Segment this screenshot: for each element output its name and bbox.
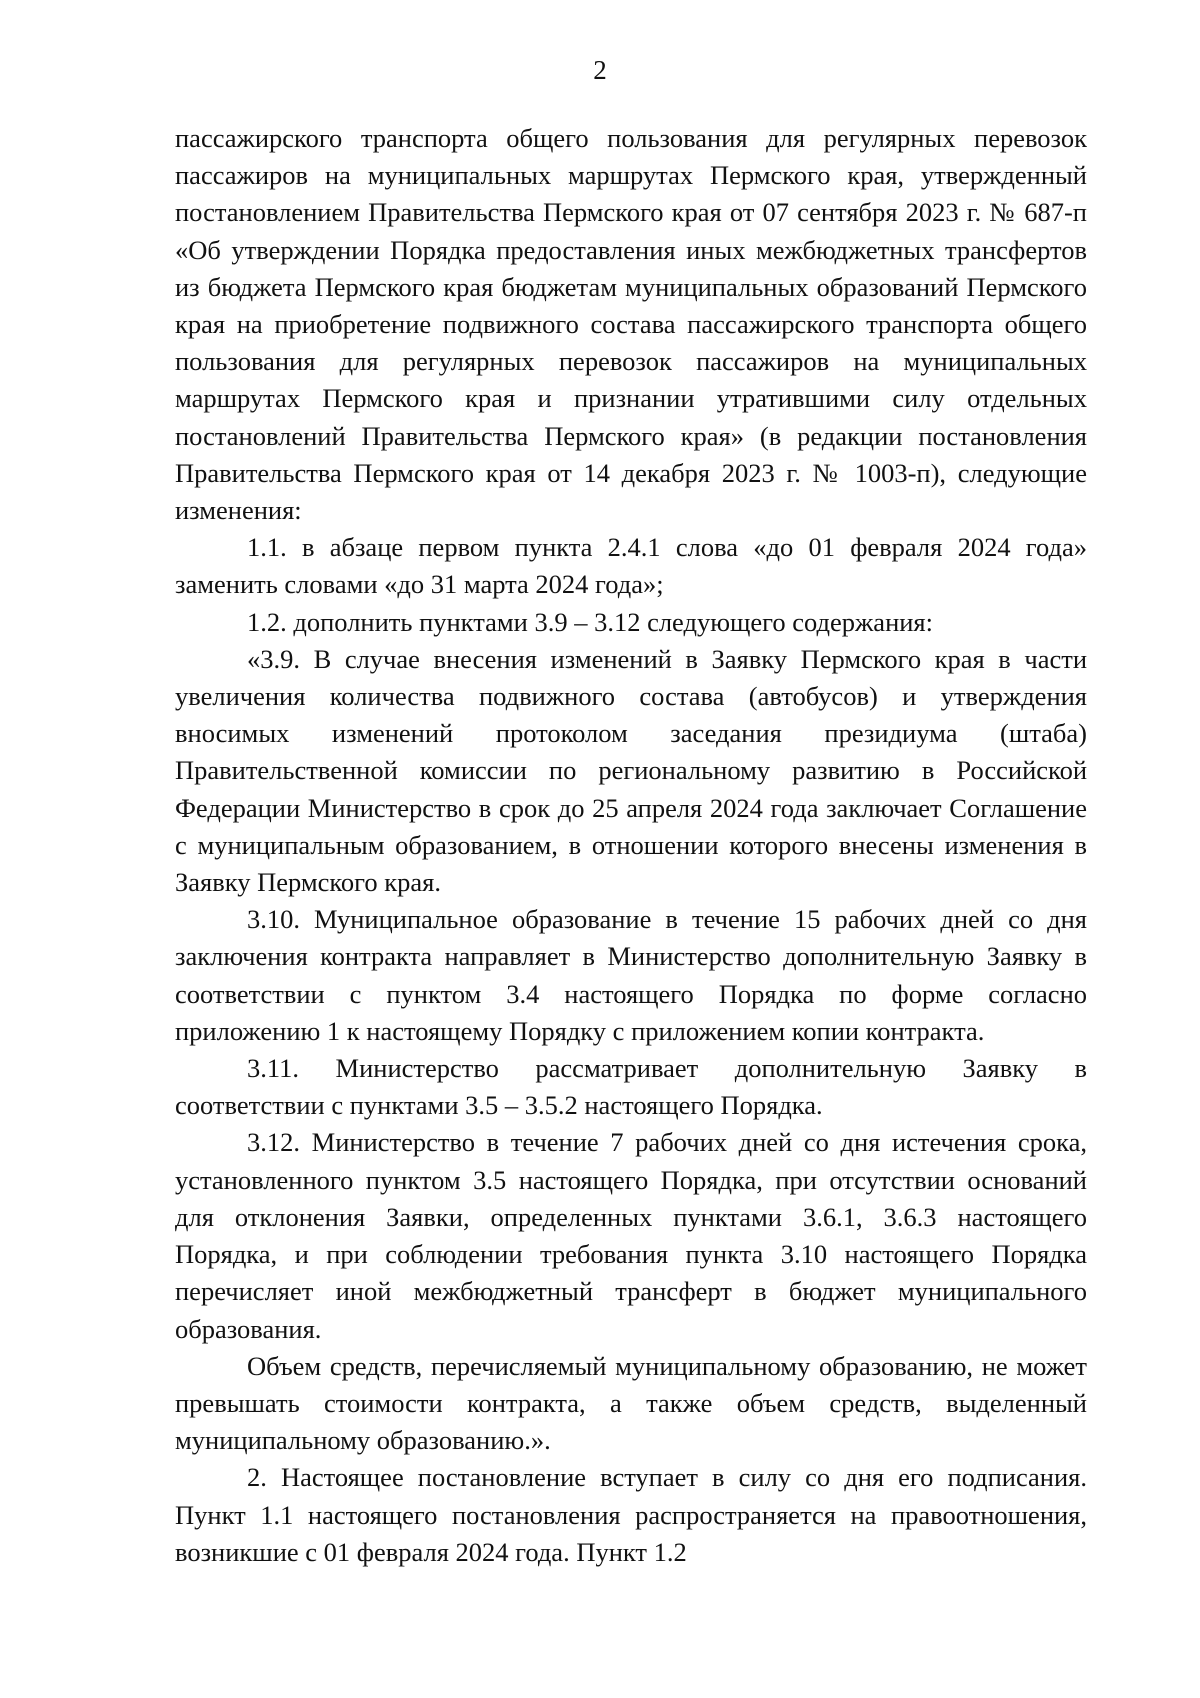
paragraph-item-1-1: 1.1. в абзаце первом пункта 2.4.1 слова «до 01 февраля 2024 года» заменить словами «до 31 марта 2024 года»; bbox=[175, 532, 1087, 600]
paragraph-item-3-9: «3.9. В случае внесения изменений в Заявку Пермского края в части увеличения количества подвижного состава (автобусов) и утверждения вносимых изменений протоколом заседания президиума (штаба) Правительственной комиссии по региональному развитию в Российской Федерации Министерство в срок до 25 апреля 2024 года заключает Соглашение с муниципальным образованием, в отношении которого внесены изменения в Заявку Пермского края. bbox=[175, 643, 1087, 898]
paragraph-item-1-2: 1.2. дополнить пунктами 3.9 – 3.12 следующего содержания: bbox=[247, 606, 933, 637]
document-body bbox=[175, 120, 1087, 1571]
paragraph-item-3-11: 3.11. Министерство рассматривает дополнительную Заявку в соответствии с пунктами 3.5 – 3.5.2 настоящего Порядка. bbox=[175, 1053, 1087, 1121]
paragraph-funds-limit: Объем средств, перечисляемый муниципальному образованию, не может превышать стоимости контракта, а также объем средств, выделенный муниципальному образованию.». bbox=[175, 1350, 1087, 1456]
paragraph-item-3-10: 3.10. Муниципальное образование в течение 15 рабочих дней со дня заключения контракта направляет в Министерство дополнительную Заявку в соответствии с пунктом 3.4 настоящего Порядка по форме согласно приложению 1 к настоящему Порядку с приложением копии контракта. bbox=[175, 904, 1087, 1046]
paragraph-continuation: пассажирского транспорта общего пользования для регулярных перевозок пассажиров на муниципальных маршрутах Пермского края, утвержденный постановлением Правительства Пермского края от 07 сентября 2023 г. № 687-п «Об утверждении Порядка предоставления иных межбюджетных трансфертов из бюджета Пермского края бюджетам муниципальных образований Пермского края на приобретение подвижного состава пассажирского транспорта общего пользования для регулярных перевозок пассажиров на муниципальных маршрутах Пермского края и признании утратившими силу отдельных постановлений Правительства Пермского края» (в редакции постановления Правительства Пермского края от 14 декабря 2023 г. № 1003-п), следующие изменения: bbox=[175, 123, 1087, 526]
page-number: 2 bbox=[593, 55, 607, 85]
paragraph-item-2: 2. Настоящее постановление вступает в силу со дня его подписания. Пункт 1.1 настоящего постановления распространяется на правоотношения, возникшие с 01 февраля 2024 года. Пункт 1.2 bbox=[175, 1462, 1087, 1567]
paragraph-item-3-12: 3.12. Министерство в течение 7 рабочих дней со дня истечения срока, установленного пунктом 3.5 настоящего Порядка, при отсутствии оснований для отклонения Заявки, определенных пунктами 3.6.1, 3.6.3 настоящего Порядка, и при соблюдении требования пункта 3.10 настоящего Порядка перечисляет иной межбюджетный трансферт в бюджет муниципального образования. bbox=[175, 1127, 1087, 1344]
